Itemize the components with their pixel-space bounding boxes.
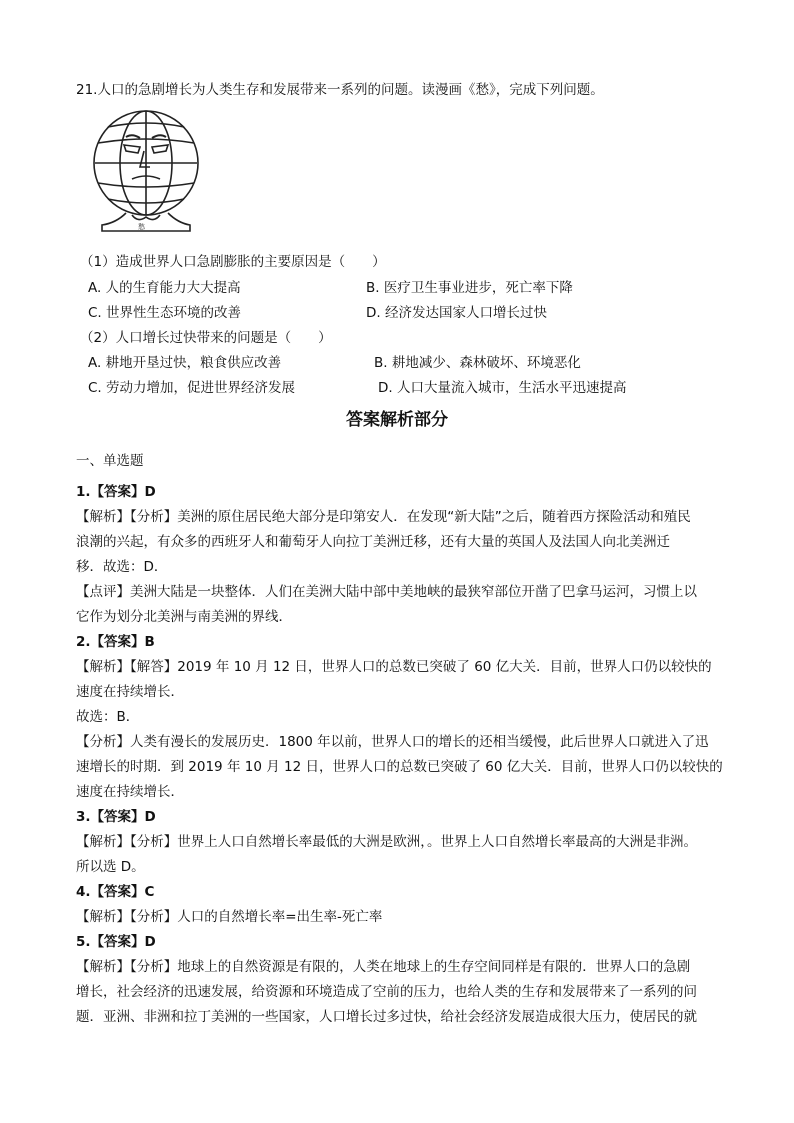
- answer-line: 浪潮的兴起，有众多的西班牙人和葡萄牙人向拉丁美洲迁移，还有大量的英国人及法国人向北美洲迁: [76, 534, 670, 550]
- answer-line: 移．故选：D．: [76, 559, 168, 575]
- answer-line: 增长，社会经济的迅速发展，给资源和环境造成了空前的压力，也给人类的生存和发展带来了一系列的问: [76, 984, 697, 1000]
- answer-line: 【解析】【分析】美洲的原住居民绝大部分是印第安人．在发现“新大陆”之后，随着西方探险活动和殖民: [76, 509, 691, 525]
- answer-body: [76, 480, 726, 1030]
- answer-line: 速增长的时期．到 2019 年 10 月 12 日，世界人口的总数已突破了 60 亿大关．目前，世界人口仍以较快的: [76, 759, 723, 775]
- answer-line: 速度在持续增长．: [76, 684, 184, 700]
- answer-line: 1.【答案】D: [76, 484, 156, 500]
- sub-question-2-prompt: （2）人口增长过快带来的问题是（ ）: [80, 330, 332, 346]
- cartoon-label: 愁: [138, 223, 145, 231]
- cartoon-globe-figure: [86, 105, 212, 233]
- answer-line: 题．亚洲、非洲和拉丁美洲的一些国家，人口增长过多过快，给社会经济发展造成很大压力，使居民的就: [76, 1009, 697, 1025]
- answer-line: 【点评】美洲大陆是一块整体．人们在美洲大陆中部中美地峡的最狭窄部位开凿了巴拿马运河，习惯上以: [76, 584, 697, 600]
- answer-line: 【分析】人类有漫长的发展历史．1800 年以前，世界人口的增长的还相当缓慢，此后世界人口就进入了迅: [76, 734, 709, 750]
- sub2-option-b: B. 耕地减少、森林破坏、环境恶化: [374, 355, 581, 371]
- answer-line: 故选：B．: [76, 709, 140, 725]
- answer-line: 【解析】【解答】2019 年 10 月 12 日，世界人口的总数已突破了 60 亿大关．目前，世界人口仍以较快的: [76, 659, 712, 675]
- answer-line: 【解析】【分析】人口的自然增长率=出生率-死亡率: [76, 909, 383, 925]
- sub2-option-c: C. 劳动力增加，促进世界经济发展: [88, 380, 296, 396]
- sub1-option-d: D. 经济发达国家人口增长过快: [366, 305, 547, 321]
- sub1-option-a: A. 人的生育能力大大提高: [88, 280, 241, 296]
- answer-line: 【解析】【分析】地球上的自然资源是有限的，人类在地球上的生存空间同样是有限的．世界人口的急剧: [76, 959, 691, 975]
- sub2-option-a: A. 耕地开垦过快，粮食供应改善: [88, 355, 282, 371]
- answer-line: 【解析】【分析】世界上人口自然增长率最低的大洲是欧洲，。世界上人口自然增长率最高的大洲是非洲。: [76, 834, 697, 850]
- answer-line: 4.【答案】C: [76, 884, 155, 900]
- answer-line: 所以选 D。: [76, 859, 145, 875]
- sub1-option-b: B. 医疗卫生事业进步，死亡率下降: [366, 280, 573, 296]
- answer-line: 3.【答案】D: [76, 809, 156, 825]
- sub-question-1-prompt: （1）造成世界人口急剧膨胀的主要原因是（ ）: [80, 254, 386, 270]
- answer-line: 速度在持续增长．: [76, 784, 184, 800]
- section-label: 一、单选题: [76, 453, 144, 469]
- answer-line: 它作为划分北美洲与南美洲的界线．: [76, 609, 292, 625]
- answer-line: 5.【答案】D: [76, 934, 156, 950]
- answer-section-heading: 答案解析部分: [346, 410, 448, 430]
- sub1-option-c: C. 世界性生态环境的改善: [88, 305, 242, 321]
- sub2-option-d: D. 人口大量流入城市，生活水平迅速提高: [378, 380, 627, 396]
- question-title: 21.人口的急剧增长为人类生存和发展带来一系列的问题。读漫画《愁》，完成下列问题。: [76, 82, 604, 98]
- answer-line: 2.【答案】B: [76, 634, 155, 650]
